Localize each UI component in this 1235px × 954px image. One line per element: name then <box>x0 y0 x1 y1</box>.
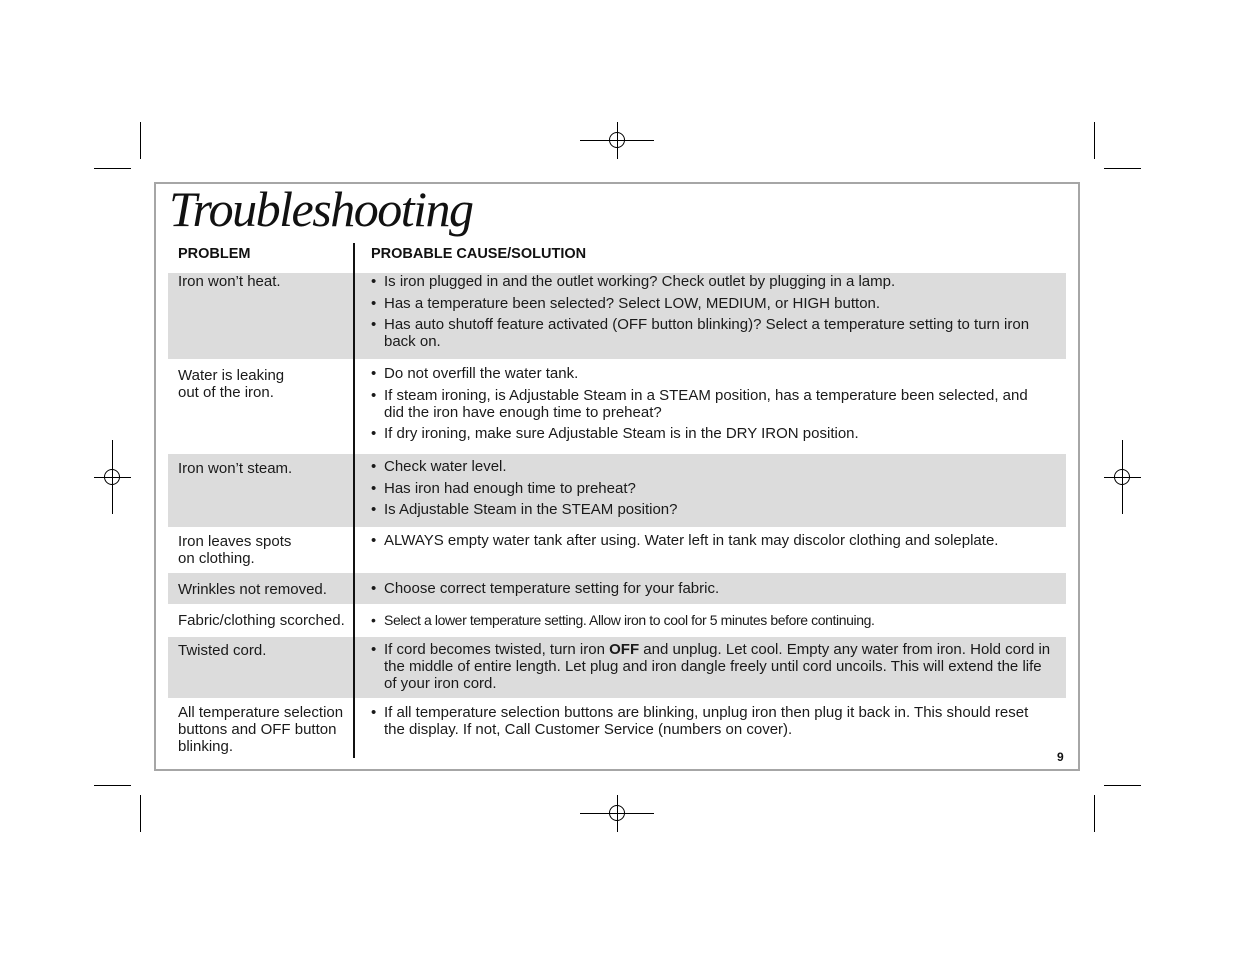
page-title: Troubleshooting <box>169 181 473 237</box>
solution-list <box>371 704 1051 743</box>
solution-item: • If steam ironing, is Adjustable Steam in a STEAM position, has a temperature been selected, and did the iron have enough time to preheat? <box>371 387 1051 421</box>
problem-line: Water is leaking <box>178 367 285 384</box>
solution-list <box>371 458 1051 523</box>
solution-item: • Check water level. <box>371 458 1051 475</box>
problem-line: All temperature selection <box>178 704 344 721</box>
solution-list <box>371 641 1051 697</box>
solution-list <box>371 612 1051 634</box>
solution-item: • Select a lower temperature setting. Allow iron to cool for 5 minutes before continuing. <box>371 612 1051 629</box>
solution-item: • Is Adjustable Steam in the STEAM position? <box>371 501 1051 518</box>
problem-cell: Twisted cord. <box>178 642 267 659</box>
table-row <box>168 527 1066 573</box>
solution-item: • If all temperature selection buttons are blinking, unplug iron then plug it back in. This should reset the display. If not, Call Customer Service (numbers on cover). <box>371 704 1051 738</box>
off-emphasis: OFF <box>609 641 640 658</box>
problem-cell: Wrinkles not removed. <box>178 581 327 598</box>
solution-item: • Has a temperature been selected? Select LOW, MEDIUM, or HIGH button. <box>371 295 1051 312</box>
table-row <box>168 604 1066 637</box>
table-row <box>168 273 1066 359</box>
table-row <box>168 637 1066 698</box>
solution-list <box>371 365 1051 447</box>
table-row <box>168 573 1066 604</box>
problem-cell <box>178 533 358 567</box>
problem-line: Iron leaves spots <box>178 533 292 550</box>
solution-column-header: PROBABLE CAUSE/SOLUTION <box>371 246 587 262</box>
solution-item: • Has iron had enough time to preheat? <box>371 480 1051 497</box>
column-divider <box>353 243 355 758</box>
problem-cell: Iron won’t steam. <box>178 460 293 477</box>
solution-list <box>371 273 1051 355</box>
problem-line: blinking. <box>178 738 234 755</box>
table-row <box>168 454 1066 527</box>
solution-item: • Choose correct temperature setting for your fabric. <box>371 580 1051 597</box>
problem-cell <box>178 704 358 755</box>
solution-item: • If dry ironing, make sure Adjustable Steam is in the DRY IRON position. <box>371 425 1051 442</box>
solution-item: • ALWAYS empty water tank after using. Water left in tank may discolor clothing and soleplate. <box>371 532 1051 549</box>
solution-item: • If cord becomes twisted, turn iron OFF and unplug. Let cool. Empty any water from iron. Hold cord in the middle of entire length. Let plug and iron dangle freely until cord uncoils. This will extend the life of your iron cord. <box>371 641 1051 692</box>
table-row <box>168 698 1066 758</box>
problem-cell: Iron won’t heat. <box>178 273 281 290</box>
solution-item: • Is iron plugged in and the outlet working? Check outlet by plugging in a lamp. <box>371 273 1051 290</box>
problem-column-header: PROBLEM <box>178 246 251 262</box>
problem-cell: Fabric/clothing scorched. <box>178 612 345 629</box>
solution-item: • Has auto shutoff feature activated (OFF button blinking)? Select a temperature setting to turn iron back on. <box>371 316 1051 350</box>
problem-cell <box>178 367 358 401</box>
table-row <box>168 359 1066 454</box>
problem-line: buttons and OFF button <box>178 721 337 738</box>
solution-list <box>371 532 1051 554</box>
solution-item: • Do not overfill the water tank. <box>371 365 1051 382</box>
solution-list <box>371 580 1051 602</box>
page-number: 9 <box>1057 750 1064 764</box>
problem-line: on clothing. <box>178 550 255 567</box>
problem-line: out of the iron. <box>178 384 274 401</box>
